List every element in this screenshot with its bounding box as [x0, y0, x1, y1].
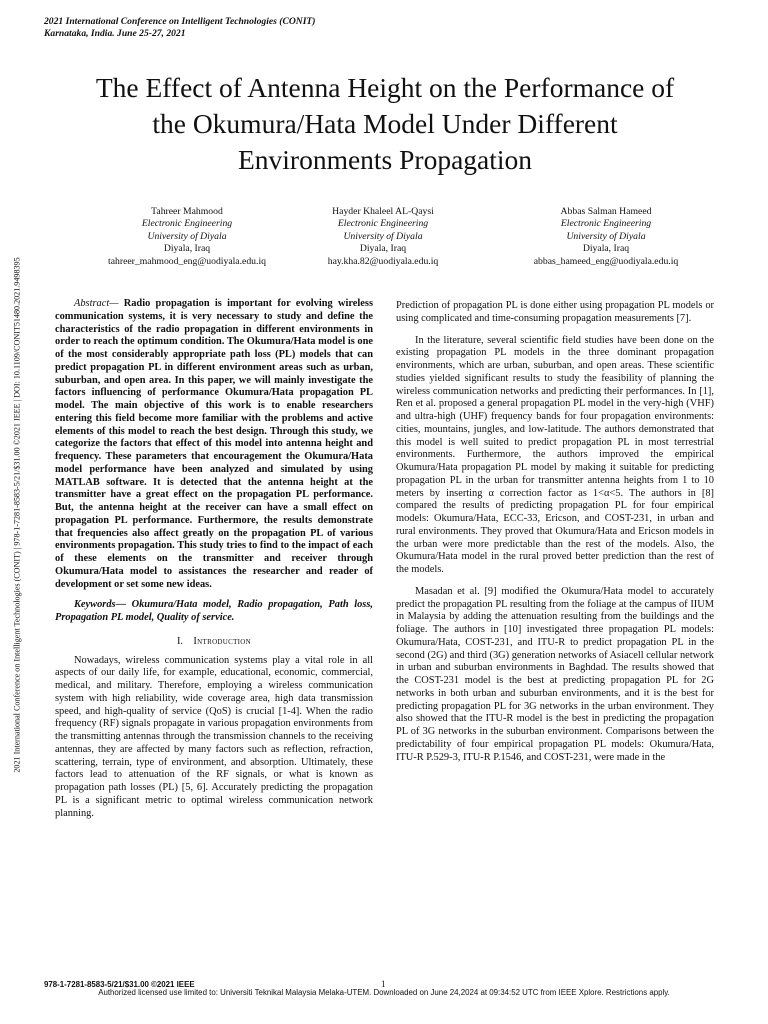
conference-name: 2021 International Conference on Intelligent Technologies (CONIT) — [44, 16, 316, 27]
abstract-text: Radio propagation is important for evolving wireless communication systems, it is very necessary to study and define the characteristics of the radio propagation in different environments in order to reach the optimum condition. The Okumura/Hata model is one of the most considerably appropriate path loss (PL) models that can predict propagation PL in different environment areas such as urban, suburban, and open area. In this paper, we will mainly investigate the factors influencing of performance Okumura/Hata propagation PL model. The main objective of this work is to enable researchers entering this field become more familiar with the problems and active elements of this model to reach the best design. Through this study, we categorize the factors that effect of this model into antenna height and frequency. These parameters that encouragement the Okumura/Hata model performance have been analyzed and simulated by using MATLAB software. It is detected that the antenna height at the transmitter have a great effect on the propagation PL performance. But, the antenna height at the receiver can have a small effect on propagation PL performance. Furthermore, the results demonstrate that frequencies also affect greatly on the propagation PL of various environments propagation. This study tries to find to the impact of each of these elements on the transmitter and receiver through Okumura/Hata model to assistances the researcher and reader of development or set some new ideas. — [55, 298, 373, 590]
author-university: University of Diyala — [566, 230, 646, 242]
right-column — [396, 300, 714, 764]
author-3 — [534, 206, 679, 268]
author-name: Abbas Salman Hameed — [560, 206, 652, 217]
title-line-2: the Okumura/Hata Model Under Different — [152, 108, 618, 139]
conference-header — [44, 16, 316, 40]
intro-paragraph-1: Nowadays, wireless communication systems play a vital role in all aspects of our daily life, for example, educational, economic, commercial, medical, and military. Therefore, employing a wireless communication system with high reliability, wide coverage area, high data transmission speed, and high-quality of service (QoS) is crucial [1-4]. When the radio frequency (RF) signals propagate in various propagation environments from the transmitting antennas through the transmission channels to the receiving antennas, they are affected by many factors such as reflection, refraction, scattering, terrain, type of environment, and absorption. Ultimately, these factors lead to attenuation of the RF signals, or what is known as propagation path losses (PL) [5, 6]. Accurately predicting the propagation PL is a significant metric to optimal wireless communication network planning. — [55, 654, 373, 819]
author-email: hay.kha.82@uodiyala.edu.iq — [327, 255, 439, 267]
author-university: University of Diyala — [343, 230, 423, 242]
author-email: tahreer_mahmood_eng@uodiyala.edu.iq — [108, 255, 266, 267]
side-doi-strip — [8, 185, 26, 845]
conference-location: Karnataka, India. June 25-27, 2021 — [44, 28, 186, 39]
section-heading — [55, 636, 373, 649]
author-city: Diyala, Iraq — [582, 243, 630, 255]
paper-title — [40, 70, 730, 178]
author-city: Diyala, Iraq — [359, 243, 407, 255]
author-city: Diyala, Iraq — [163, 243, 211, 255]
intro-paragraph-4: Masadan et al. [9] modified the Okumura/Hata model to accurately predict the propagation PL resulting from the foliage at the campus of IIUM in Malaysia by adding the attenuation resulting from the buildings and the foliage. The authors in [10] investigated three propagation PL models: Okumura/Hata, COST-231, and ITU-R to predict propagation PL in the second (2G) and third (3G) generation networks of Asiacell cellular network in urban and suburban environments in Baghdad. The results showed that the COST-231 model is the best at predicting propagation PL for 2G networks in both urban and suburban environments, and it is the best for predicting propagation PL for 3G networks in the urban environment. They also showed that the ITU-R model is the best in predicting the propagation PL of 3G networks in the suburban environment. Comparisons between the predictability of four empirical propagation PL models: Okumura/Hata, ITU-R P.529-3, ITU-R P.1546, and COST-231, were made in the — [396, 585, 714, 763]
side-doi-text: 2021 International Conference on Intelligent Technologies (CONIT) | 978-1-7281-8583-5/21/$31.00 ©2021 IEEE | DOI: 10.1109/CONIT51480.2021.9498395 — [12, 257, 22, 773]
author-name: Hayder Khaleel AL-Qaysi — [332, 206, 434, 217]
author-department: Electronic Engineering — [337, 218, 429, 230]
section-title: Introduction — [193, 635, 252, 647]
intro-paragraph-3: In the literature, several scientific field studies have been done on the existing propagation PL models in the three dominant propagation environments, which are urban, suburban, and open areas. These scientific studies yielded significant results to study the feasibility of planning the wireless communication networks and predicting their performances. In [1], Ren et al. proposed a general propagation PL model in the very-high (VHF) and ultra-high (UHF) frequency bands for four propagation environments: cities, mountains, jungles, and low-latitude. The authors demonstrated that this model is well suited to predict propagation PL in most terrestrial environments. Furthermore, the authors improved the empirical Okumura/Hata propagation PL model by making it suitable for predicting propagation PL in the urban for transmitter antenna heights from 1 to 10 meters by inserting α correction factor as 1<α<5. The authors in [8] compared the results of predicting propagation PL for four empirical models: Okumura/Hata, ECC-33, Ericson, and COST-231, in urban and rural environments. They proved that Okumura/Hata and Ericson models in the urban were more predictable than the rest of the models. Also, the Okumura/Hata model in the rural proved better prediction than the rest of the models. — [396, 334, 714, 575]
left-column — [55, 298, 373, 820]
license-notice: Authorized licensed use limited to: Universiti Teknikal Malaysia Melaka-UTEM. Downloaded on June 24,2024 at 09:34:52 UTC from IEEE Xplore. Restrictions apply. — [98, 988, 670, 997]
keywords: Keywords— Okumura/Hata model, Radio propagation, Path loss, Propagation PL model, Quality of service. — [55, 599, 373, 623]
author-department: Electronic Engineering — [560, 218, 652, 230]
author-1 — [108, 206, 266, 268]
author-name: Tahreer Mahmood — [151, 206, 223, 217]
section-number: I. — [176, 635, 184, 647]
author-university: University of Diyala — [147, 230, 227, 242]
title-line-1: The Effect of Antenna Height on the Performance of — [95, 72, 675, 103]
intro-paragraph-2: Prediction of propagation PL is done either using propagation PL models or using complicated and time-consuming propagation measurements [7]. — [396, 300, 714, 324]
footer-isbn: 978-1-7281-8583-5/21/$31.00 ©2021 IEEE — [44, 980, 195, 989]
author-department: Electronic Engineering — [141, 218, 233, 230]
abstract — [55, 298, 373, 591]
page-number: 1 — [381, 979, 386, 989]
author-2 — [328, 206, 439, 268]
abstract-label: Abstract— — [74, 298, 119, 309]
author-email: abbas_hameed_eng@uodiyala.edu.iq — [533, 255, 679, 267]
title-line-3: Environments Propagation — [237, 144, 533, 175]
